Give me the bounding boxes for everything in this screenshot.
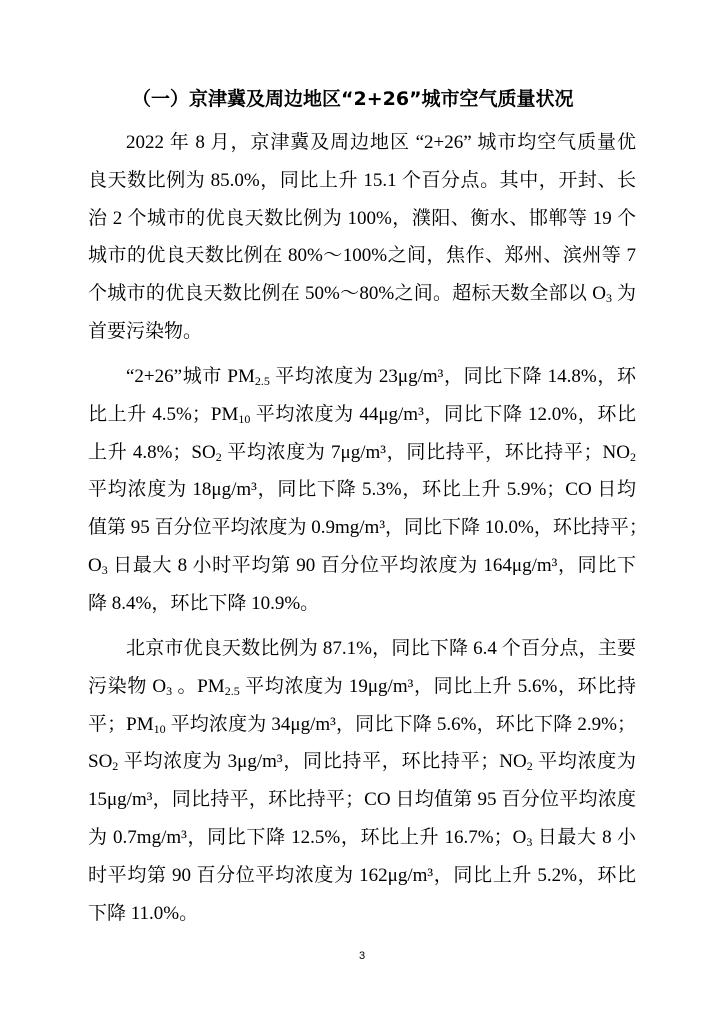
line-text: 上升 4.8%；SO <box>88 441 216 463</box>
subscript: 2.5 <box>254 374 270 388</box>
paragraph-line: 良天数比例为 85.0%，同比上升 15.1 个百分点。其中，开封、长 <box>88 169 636 191</box>
paragraph-line <box>88 819 636 857</box>
subscript: 2 <box>215 449 222 464</box>
paragraph-line: 15μg/m³，同比持平，环比持平；CO 日均值第 95 百分位平均浓度 <box>88 789 636 811</box>
line-text: 日最大 8 小时平均第 90 百分位平均浓度为 164μg/m³，同比下 <box>107 554 636 576</box>
paragraph-pollutant-concentrations <box>88 358 648 623</box>
paragraph-line: 北京市优良天数比例为 87.1%，同比下降 6.4 个百分点，主要 <box>126 638 636 659</box>
line-text: 平均浓度为 23μg/m³，同比下降 14.8%，环 <box>269 366 636 387</box>
paragraph-line: 时平均第 90 百分位平均浓度为 162μg/m³，同比上升 5.2%，环比 <box>88 864 636 886</box>
page-number: 3 <box>358 950 366 962</box>
line-text: 平；PM <box>88 713 154 735</box>
subscript: 2 <box>630 449 636 464</box>
paragraph-line: 治 2 个城市的优良天数比例为 100%，濮阳、衡水、邯郸等 19 个 <box>88 207 636 229</box>
paragraph-line: 平均浓度为 18μg/m³，同比下降 5.3%，环比上升 5.9%；CO 日均 <box>88 479 636 501</box>
line-text: 平均浓度为 7μg/m³，同比持平，环比持平；NO <box>221 441 630 463</box>
paragraph-line: 下降 11.0%。 <box>88 902 199 924</box>
paragraph-line <box>88 358 636 396</box>
line-text: “2+26”城市 PM <box>126 366 255 387</box>
paragraph-line <box>88 668 636 706</box>
paragraph-beijing <box>88 630 636 932</box>
subscript: 10 <box>153 721 166 736</box>
line-text: 。PM <box>172 675 225 697</box>
paragraph-line <box>88 396 636 434</box>
subscript: 10 <box>238 411 251 426</box>
paragraph-line <box>88 706 636 744</box>
section-heading: （一）京津冀及周边地区“2+26”城市空气质量状况 <box>132 88 574 110</box>
paragraph-line: 降 8.4%，环比下降 10.9%。 <box>88 592 320 614</box>
line-text: 平均浓度为 34μg/m³，同比下降 5.6%，环比下降 2.9%； <box>165 713 636 735</box>
line-text: 日最大 8 小 <box>532 826 636 848</box>
paragraph-overall-air-quality <box>88 124 636 351</box>
subscript: 3 <box>166 683 173 698</box>
paragraph-line: 城市的优良天数比例在 80%～100%之间，焦作、郑州、滨州等 7 <box>88 245 636 267</box>
paragraph-line <box>88 434 636 472</box>
paragraph-line <box>88 275 636 313</box>
subscript: 2 <box>112 759 119 774</box>
line-text: 平均浓度为 19μg/m³，同比上升 5.6%，环比持 <box>239 675 636 697</box>
line-text: 为 0.7mg/m³，同比下降 12.5%，环比上升 16.7%；O <box>88 826 527 848</box>
paragraph-line <box>88 743 636 781</box>
paragraph-line: 首要污染物。 <box>88 320 203 342</box>
paragraph-line: 2022 年 8 月，京津冀及周边地区 “2+26” 城市均空气质量优 <box>126 132 636 153</box>
line-text: 比上升 4.5%；PM <box>88 403 239 425</box>
line-text: 个城市的优良天数比例在 50%～80%之间。超标天数全部以 O <box>88 283 606 305</box>
line-text: 污染物 O <box>88 675 167 697</box>
paragraph-line: 值第 95 百分位平均浓度为 0.9mg/m³，同比下降 10.0%，环比持平； <box>88 517 648 539</box>
line-text: SO <box>88 751 113 773</box>
subscript: 3 <box>526 834 533 849</box>
line-text: 平均浓度为 3μg/m³，同比持平，环比持平；NO <box>118 751 527 773</box>
line-text: 为 <box>611 283 636 305</box>
subscript: 2.5 <box>224 683 240 698</box>
line-text: 平均浓度为 <box>532 751 636 773</box>
subscript: 2 <box>526 759 533 774</box>
paragraph-line <box>88 547 636 585</box>
subscript: 3 <box>605 291 612 306</box>
subscript: 3 <box>101 562 108 577</box>
line-text: 平均浓度为 44μg/m³，同比下降 12.0%，环比 <box>250 403 636 425</box>
line-text: O <box>88 554 102 576</box>
